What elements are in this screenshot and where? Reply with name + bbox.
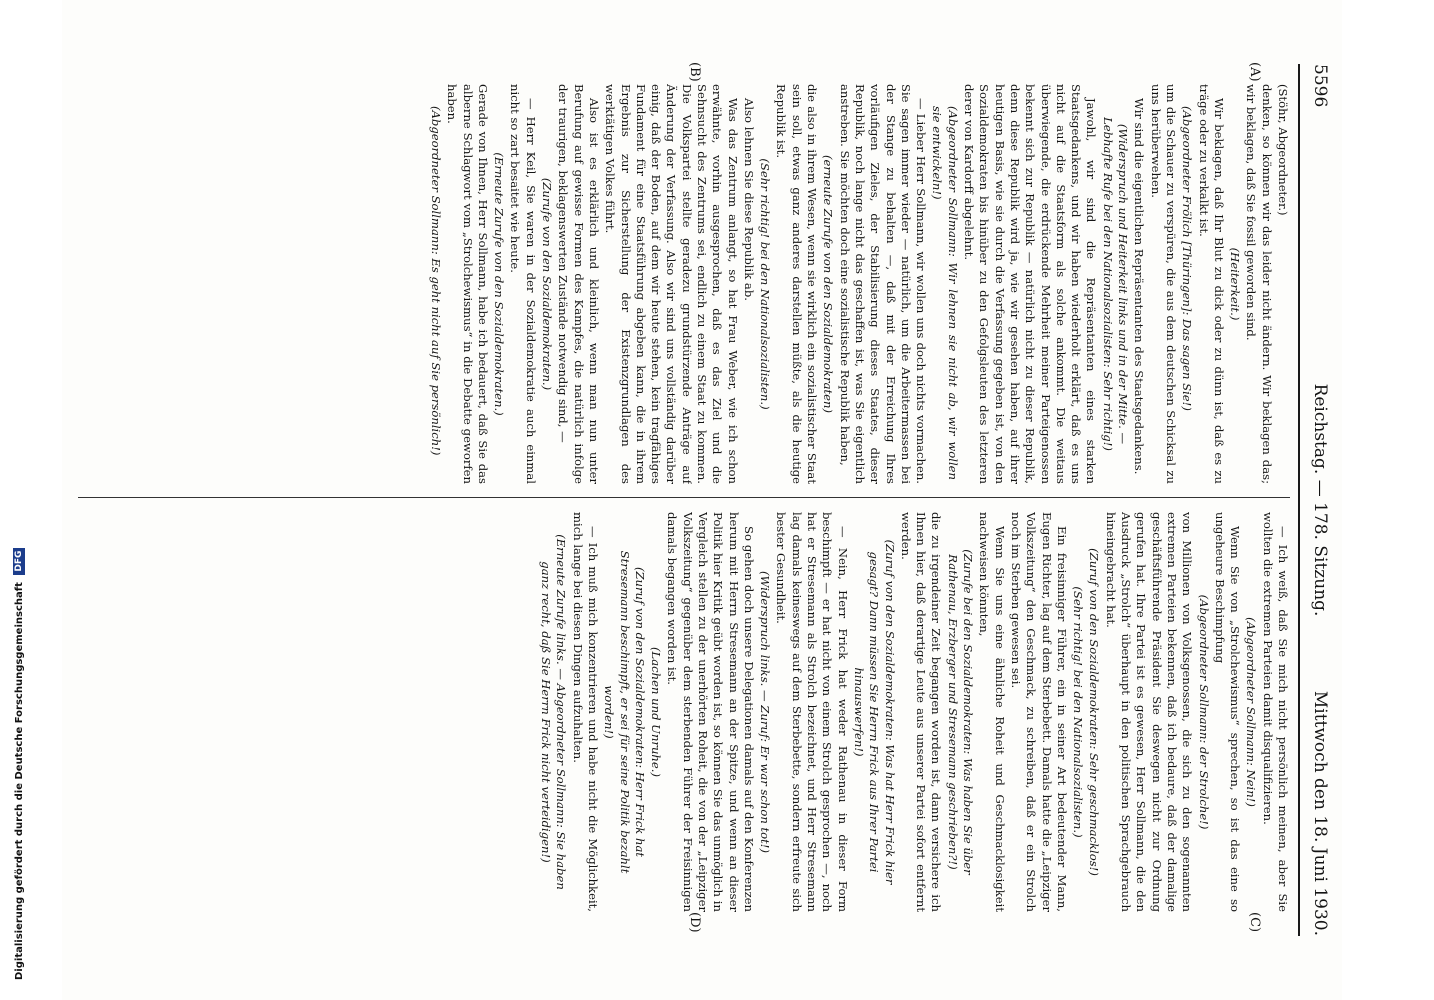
session-date: Mittwoch den 18. Juni 1930. xyxy=(1310,690,1330,936)
margin-marker-a: (A) xyxy=(1247,62,1262,82)
paragraph: Also ist es erklärlich und kleinlich, wenn man nun unter Berufung auf gewisse Formen des Kampfes, die natürlich infolge der traurigen, beklagenswerten Zustände notwendig sind, — xyxy=(556,84,601,484)
paragraph: Also lehnen Sie diese Republik ab. xyxy=(741,98,756,301)
interjection: (Abgeordneter Sollmann: Es geht nicht auf Sie persönlich!) xyxy=(428,106,443,456)
paragraph: So gehen doch unsere Delegationen damals auf den Konferenzen herum mit Herrn Stresemann an der Spitze, und wenn an dieser Politik hier Kritik geübt worden ist, so können Sie das unmöglich in Vergleich stellen zu der unerhörten Roheit, die von der „Leipziger Volkszeitung“ gegenüber dem sterbenden Führer der Freisinnigen damals begangen worden ist. xyxy=(665,512,756,912)
paragraph: — Herr Keil, Sie waren in der Sozialdemokratie auch einmal nicht so zart besaitet wie heute. xyxy=(508,84,538,484)
interjection: (Erneute Zurufe links. — Abgeordneter Sollmann: Sie haben ganz recht, daß Sie Herrn Frick nicht verteidigen!) xyxy=(539,534,569,890)
margin-marker-c: (C) xyxy=(1247,912,1262,933)
interjection: (Zuruf von den Sozialdemokraten: Was hat Herr Frick hier gesagt? Dann müssen Sie Herrn Frick aus Ihrer Partei hinauswerfen!) xyxy=(851,539,897,885)
scanned-page xyxy=(62,0,1342,1000)
interjection: (Abgeordneter Sollmann: der Strolche!) xyxy=(1196,594,1211,830)
paragraph: Gerade von Ihnen, Herr Sollmann, habe ich bedauert, daß Sie das alberne Schlagwort vom „Strolchewismus“ in die Debatte geworfen haben. xyxy=(445,84,490,484)
page-header xyxy=(1304,64,1330,936)
interjection: (Abgeordneter Sollmann: Wir lehnen sie nicht ab, wir wollen sie entwickeln!) xyxy=(930,106,960,480)
paragraph: Jawohl, wir sind die Repräsentanten eines starken Staatsgedankens, und wir haben wiederholt erklärt, daß es uns nicht auf die Staatsform als solche ankommt. Die weitaus überwiegende, die erdrückende Mehrheit meiner Parteigenossen bekennt sich zur Republik — natürlich nicht zu dieser Republik, denn diese Republik wird ja, wie wir gesehen haben, auf ihrer heutigen Basis, wie sie durch die Verfassung gegeben ist, von den Sozialdemokraten bis hinüber zu den Gefolgsleuten des letzteren derer von Kardorff abgelehnt. xyxy=(962,84,1099,484)
paragraph: — Ich weiß, daß Sie mich nicht persönlich meinen, aber Sie wollten die extremen Parteien damit disqualifizieren. xyxy=(1260,512,1290,912)
interjection: (Zuruf von den Sozialdemokraten: Sehr geschmacklos!) xyxy=(1087,548,1102,876)
margin-marker-b: (B) xyxy=(687,62,702,82)
paragraph: Was das Zentrum anlangt, so hat Frau Weber, wie ich schon erwähnte, vorhin ausgesprochen, daß es das Ziel und die Sehnsucht des Zentrums sei, endlich zu einem Staat zu kommen. Die Volkspartei stellte geradezu grundstürzende Anträge auf Änderung der Verfassung. Also wir sind uns vollständig darüber einig, daß der Boden, auf dem wir heute stehen, kein tragfähiges Fundament für eine Staatsführung abgeben kann, die in ihrem Ergebnis zur Sicherstellung der Existenzgrundlagen des werktätigen Volkes führt. xyxy=(603,84,740,484)
paragraph: — Ich muß mich konzentrieren und habe nicht die Möglichkeit, mich lange bei diesen Dingen aufzuhalten. xyxy=(570,512,600,912)
paragraph: Ein freisinniger Führer, ein in seiner Art bedeutender Mann, Eugen Richter, lag auf dem Sterbebett. Damals hatte die „Leipziger Volkszeitung“ den Geschmack, zu schreiben, daß er ein Strolch noch im Sterben gewesen sei. xyxy=(1008,512,1069,912)
interjection: (erneute Zurufe von den Sozialdemokraten) xyxy=(821,154,836,414)
column-divider xyxy=(78,497,1290,498)
header-rule xyxy=(1298,64,1300,936)
paragraph: denken, so können wir das leider nicht ändern. Wir beklagen das; wir beklagen, daß Sie fossil geworden sind. xyxy=(1244,84,1274,484)
interjection: (Sehr richtig! bei den Nationalsozialisten.) xyxy=(758,158,773,410)
interjection: (Lachen und Unruhe.) xyxy=(649,647,664,777)
interjection: (Abgeordneter Sollmann: Nein!) xyxy=(1244,617,1259,807)
digitization-credit xyxy=(12,0,28,980)
credit-text: Digitalisierung gefördert durch die Deutsche Forschungsgemeinschaft xyxy=(14,582,25,980)
paragraph: Wir beklagen, daß Ihr Blut zu dick oder zu dünn ist, daß es zu träge oder zu verkalkt ist. xyxy=(1196,84,1226,484)
left-text-column xyxy=(78,84,1290,484)
paragraph: Wir sind die eigentlichen Repräsentanten des Staatsgedankens. xyxy=(1132,98,1147,475)
interjection: (Zuruf von den Sozialdemokraten: Herr Frick hat Stresemann beschimpft, er sei für seine Politik bezahlt worden!) xyxy=(602,550,647,874)
paragraph: die zu irgendeiner Zeit begangen worden ist, dann versichere ich Ihnen hier, daß derartige Leute aus unserer Partei sofort entfernt werden. xyxy=(898,512,944,912)
margin-marker-d: (D) xyxy=(687,912,702,933)
interjection: (Erneute Zurufe von den Sozialdemokraten.) xyxy=(492,152,507,416)
interjection: (Zurufe bei den Sozialdemokraten: Was haben Sie über Rathenau, Erzberger und Stresemann geschrieben?!) xyxy=(945,549,976,875)
paragraph: Wenn Sie von „Strolchewismus“ sprechen, so ist das eine so ungeheure Beschimpfung xyxy=(1212,512,1243,912)
paragraph: — Nein, Herr Frick hat weder Rathenau in dieser Form beschimpft — er hat nicht von einem Strolch gesprochen —, noch hat er Stresemann als Strolch bezeichnet, und Herr Stresemann lag damals keineswegs auf dem Sterbebette, sondern erfreute sich bester Gesundheit. xyxy=(774,512,850,912)
right-text-column xyxy=(78,512,1290,912)
paragraph: — Lieber Herr Sollmann, wir wollen uns doch nichts vormachen. Sie sagen immer wieder — natürlich, um die Arbeitermassen bei der Stange zu behalten —, daß mit der Erreichung Ihres vorläufigen Zieles, der Stabilisierung dieses Staates, dieser Republik, noch lange nicht das geschaffen ist, was Sie eigentlich anstreben. Sie möchten doch eine sozialistische Republik haben, xyxy=(837,84,929,484)
interjection: (Widerspruch und Heiterkeit links und in der Mitte. — Lebhafte Rufe bei den Nationalsozialisten: Sehr richtig!) xyxy=(1100,117,1131,451)
paragraph: von Millionen von Volksgenossen, die sich zu den sogenannten extremen Parteien bekennen, daß ich bedaure, daß der damalige geschäftsführende Präsident Sie deswegen nicht zur Ordnung gerufen hat. Ihre Partei ist es gewesen, Herr Sollmann, die den Ausdruck „Strolch“ überhaupt in den politischen Sprachgebrauch hineingebracht hat. xyxy=(1103,512,1195,912)
interjection: (Widerspruch links. — Zuruf: Er war schon tot!) xyxy=(758,571,773,853)
interjection: (Abgeordneter Frölich [Thüringen]: Das sagen Sie!) xyxy=(1180,106,1195,411)
session-title: Reichstag. — 178. Sitzung. xyxy=(1310,383,1330,617)
paragraph: um die Schauer zu verspüren, die aus dem deutschen Schicksal zu uns herüberwehen. xyxy=(1148,84,1178,484)
interjection: (Sehr richtig! bei den Nationalsozialisten.) xyxy=(1071,586,1086,838)
paragraph: Wenn Sie uns eine ähnliche Roheit und Geschmacklosigkeit nachweisen könnten, xyxy=(977,512,1007,912)
paragraph: (Stöhr, Abgeordneter.) xyxy=(1276,84,1290,216)
dfg-logo: DFG xyxy=(13,548,25,575)
paragraph: die also in ihrem Wesen, wenn sie wirklich ein sozialistischer Staat sein soll, etwas ganz anderes darstellen müßte, als die heutige Republik ist. xyxy=(774,84,820,484)
interjection: (Zurufe von den Sozialdemokraten.) xyxy=(540,177,555,391)
page-number: 5596 xyxy=(1310,64,1330,108)
interjection: (Heiterkeit.) xyxy=(1228,247,1243,321)
